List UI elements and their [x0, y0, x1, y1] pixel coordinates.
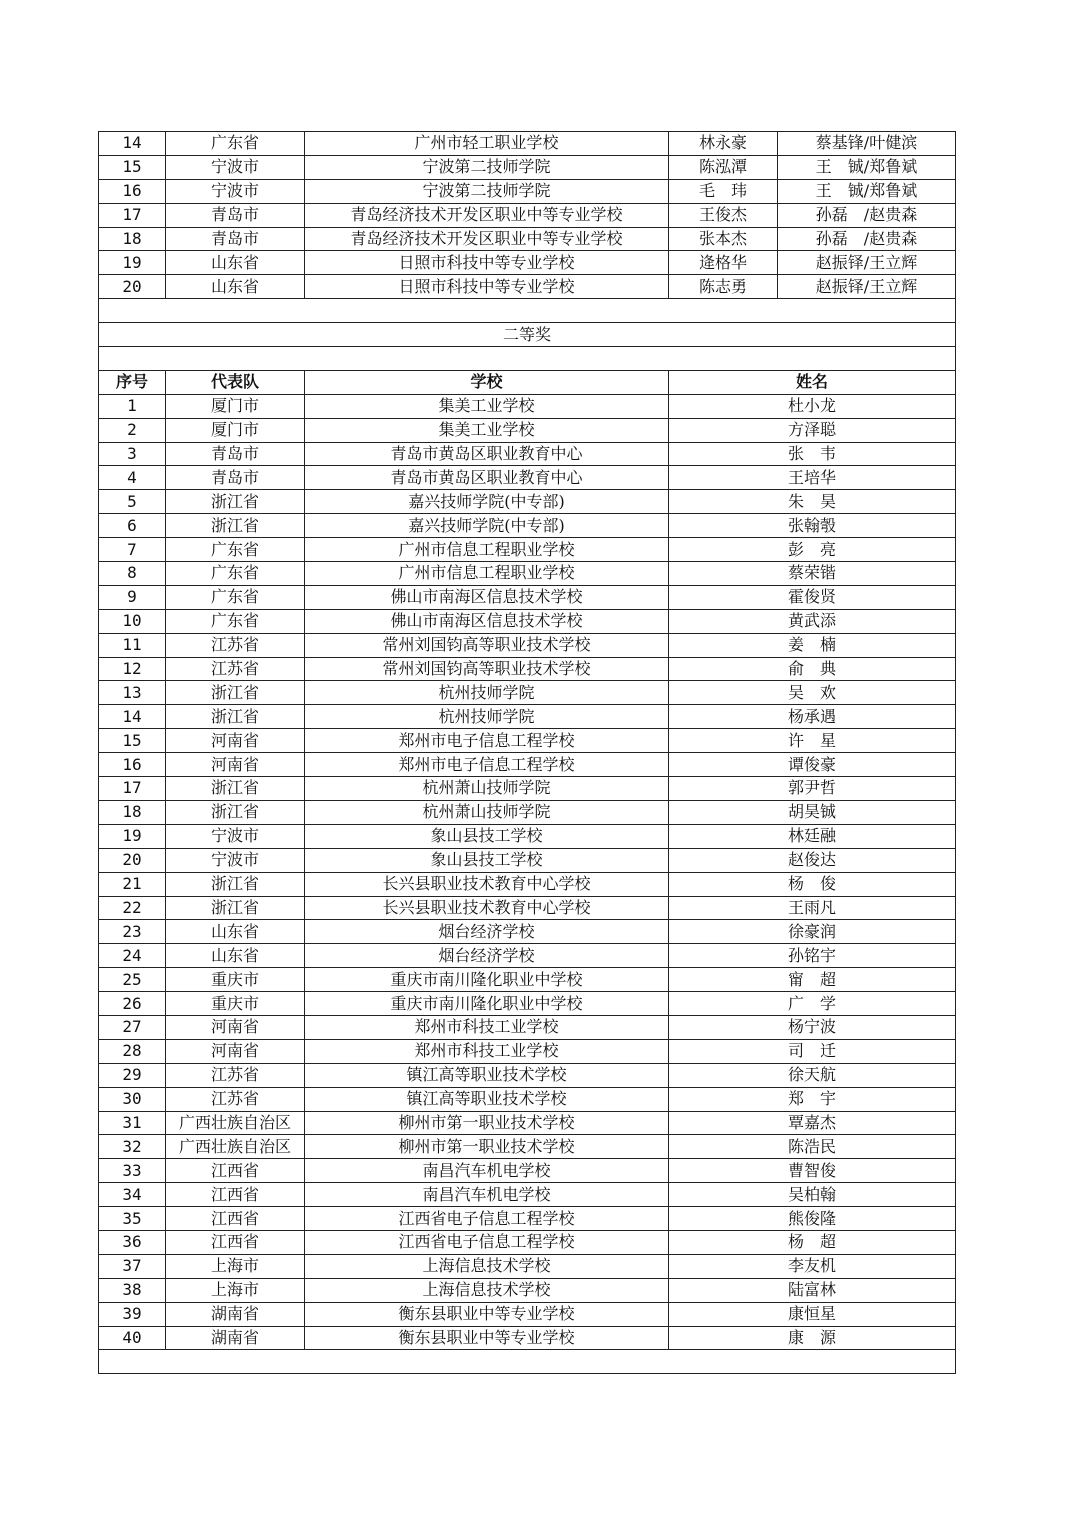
teacher-cell: 赵振铎/王立辉	[778, 251, 956, 275]
school-cell: 郑州市科技工业学校	[305, 1016, 669, 1040]
rank-cell: 19	[99, 251, 166, 275]
rank-cell: 16	[99, 753, 166, 777]
rank-cell: 11	[99, 634, 166, 658]
rank-cell: 17	[99, 204, 166, 228]
school-cell: 郑州市电子信息工程学校	[305, 729, 669, 753]
school-cell: 重庆市南川隆化职业中学校	[305, 968, 669, 992]
name-cell: 李友机	[669, 1255, 956, 1279]
rank-cell: 6	[99, 514, 166, 538]
name-cell: 徐天航	[669, 1064, 956, 1088]
name-cell: 胡昊铖	[669, 801, 956, 825]
school-cell: 常州刘国钧高等职业技术学校	[305, 658, 669, 682]
rank-cell: 10	[99, 610, 166, 634]
school-cell: 青岛市黄岛区职业教育中心	[305, 443, 669, 467]
second-prize-row	[99, 753, 956, 777]
second-prize-row	[99, 658, 956, 682]
student-cell: 陈志勇	[669, 275, 778, 299]
teacher-cell: 王 铖/郑鲁斌	[778, 180, 956, 204]
rank-cell: 37	[99, 1255, 166, 1279]
second-prize-row	[99, 395, 956, 419]
rank-cell: 29	[99, 1064, 166, 1088]
team-cell: 山东省	[166, 920, 305, 944]
name-cell: 赵俊达	[669, 849, 956, 873]
first-prize-row	[99, 251, 956, 275]
blank-row	[99, 1350, 956, 1374]
team-cell: 浙江省	[166, 897, 305, 921]
school-cell: 集美工业学校	[305, 395, 669, 419]
name-cell: 陆富林	[669, 1279, 956, 1303]
second-prize-row	[99, 1088, 956, 1112]
rank-cell: 18	[99, 801, 166, 825]
second-prize-row	[99, 729, 956, 753]
second-prize-row	[99, 681, 956, 705]
rank-cell: 9	[99, 586, 166, 610]
school-cell: 镇江高等职业技术学校	[305, 1064, 669, 1088]
first-prize-row	[99, 228, 956, 252]
second-prize-row	[99, 562, 956, 586]
blank-row	[99, 347, 956, 371]
school-cell: 重庆市南川隆化职业中学校	[305, 992, 669, 1016]
team-cell: 河南省	[166, 729, 305, 753]
second-prize-row	[99, 777, 956, 801]
blank-row	[99, 299, 956, 323]
team-cell: 江苏省	[166, 1088, 305, 1112]
team-cell: 河南省	[166, 1040, 305, 1064]
team-cell: 宁波市	[166, 825, 305, 849]
section-title-row	[99, 323, 956, 347]
rank-cell: 31	[99, 1112, 166, 1136]
teacher-cell: 孙磊 /赵贵森	[778, 228, 956, 252]
blank-cell	[99, 1350, 956, 1374]
name-cell: 蔡荣锴	[669, 562, 956, 586]
name-cell: 朱 昊	[669, 490, 956, 514]
rank-cell: 20	[99, 849, 166, 873]
school-cell: 上海信息技术学校	[305, 1279, 669, 1303]
second-prize-row	[99, 873, 956, 897]
school-cell: 青岛经济技术开发区职业中等专业学校	[305, 204, 669, 228]
rank-cell: 30	[99, 1088, 166, 1112]
rank-cell: 15	[99, 156, 166, 180]
school-cell: 象山县技工学校	[305, 849, 669, 873]
second-prize-row	[99, 801, 956, 825]
header-row	[99, 371, 956, 395]
first-prize-row	[99, 132, 956, 156]
name-cell: 杨 俊	[669, 873, 956, 897]
rank-cell: 21	[99, 873, 166, 897]
header-school: 学校	[305, 371, 669, 395]
teacher-cell: 孙磊 /赵贵森	[778, 204, 956, 228]
team-cell: 广东省	[166, 562, 305, 586]
rank-cell: 1	[99, 395, 166, 419]
school-cell: 杭州萧山技师学院	[305, 801, 669, 825]
team-cell: 宁波市	[166, 156, 305, 180]
second-prize-row	[99, 1159, 956, 1183]
teacher-cell: 赵振铎/王立辉	[778, 275, 956, 299]
name-cell: 杨 超	[669, 1231, 956, 1255]
second-prize-row	[99, 825, 956, 849]
rank-cell: 40	[99, 1327, 166, 1351]
team-cell: 青岛市	[166, 443, 305, 467]
name-cell: 覃嘉杰	[669, 1112, 956, 1136]
name-cell: 甯 超	[669, 968, 956, 992]
name-cell: 吴 欢	[669, 681, 956, 705]
team-cell: 重庆市	[166, 992, 305, 1016]
second-prize-row	[99, 419, 956, 443]
school-cell: 衡东县职业中等专业学校	[305, 1327, 669, 1351]
rank-cell: 14	[99, 705, 166, 729]
second-prize-row	[99, 634, 956, 658]
school-cell: 日照市科技中等专业学校	[305, 251, 669, 275]
name-cell: 郭尹哲	[669, 777, 956, 801]
teacher-cell: 蔡基锋/叶健滨	[778, 132, 956, 156]
team-cell: 山东省	[166, 944, 305, 968]
team-cell: 江西省	[166, 1159, 305, 1183]
rank-cell: 24	[99, 944, 166, 968]
name-cell: 黄武添	[669, 610, 956, 634]
blank-cell	[99, 299, 956, 323]
second-prize-row	[99, 1183, 956, 1207]
team-cell: 湖南省	[166, 1303, 305, 1327]
second-prize-row	[99, 849, 956, 873]
rank-cell: 25	[99, 968, 166, 992]
first-prize-row	[99, 180, 956, 204]
name-cell: 王雨凡	[669, 897, 956, 921]
rank-cell: 39	[99, 1303, 166, 1327]
first-prize-row	[99, 275, 956, 299]
second-prize-row	[99, 897, 956, 921]
rank-cell: 22	[99, 897, 166, 921]
second-prize-row	[99, 968, 956, 992]
second-prize-row	[99, 514, 956, 538]
student-cell: 逄格华	[669, 251, 778, 275]
rank-cell: 7	[99, 538, 166, 562]
team-cell: 浙江省	[166, 514, 305, 538]
rank-cell: 20	[99, 275, 166, 299]
school-cell: 嘉兴技师学院(中专部)	[305, 490, 669, 514]
team-cell: 上海市	[166, 1255, 305, 1279]
school-cell: 长兴县职业技术教育中心学校	[305, 873, 669, 897]
name-cell: 曹智俊	[669, 1159, 956, 1183]
team-cell: 江苏省	[166, 658, 305, 682]
name-cell: 郑 宇	[669, 1088, 956, 1112]
team-cell: 河南省	[166, 1016, 305, 1040]
student-cell: 王俊杰	[669, 204, 778, 228]
school-cell: 日照市科技中等专业学校	[305, 275, 669, 299]
name-cell: 陈浩民	[669, 1135, 956, 1159]
team-cell: 广东省	[166, 132, 305, 156]
second-prize-row	[99, 1303, 956, 1327]
header-name: 姓名	[669, 371, 956, 395]
second-prize-row	[99, 1231, 956, 1255]
name-cell: 姜 楠	[669, 634, 956, 658]
team-cell: 广东省	[166, 610, 305, 634]
rank-cell: 4	[99, 466, 166, 490]
team-cell: 江西省	[166, 1231, 305, 1255]
second-prize-row	[99, 1135, 956, 1159]
name-cell: 熊俊隆	[669, 1207, 956, 1231]
rank-cell: 12	[99, 658, 166, 682]
student-cell: 张本杰	[669, 228, 778, 252]
second-prize-row	[99, 1112, 956, 1136]
school-cell: 镇江高等职业技术学校	[305, 1088, 669, 1112]
school-cell: 上海信息技术学校	[305, 1255, 669, 1279]
team-cell: 湖南省	[166, 1327, 305, 1351]
school-cell: 广州市信息工程职业学校	[305, 538, 669, 562]
rank-cell: 38	[99, 1279, 166, 1303]
school-cell: 象山县技工学校	[305, 825, 669, 849]
team-cell: 浙江省	[166, 490, 305, 514]
second-prize-row	[99, 705, 956, 729]
school-cell: 广州市信息工程职业学校	[305, 562, 669, 586]
name-cell: 孙铭宇	[669, 944, 956, 968]
rank-cell: 13	[99, 681, 166, 705]
school-cell: 佛山市南海区信息技术学校	[305, 586, 669, 610]
school-cell: 青岛市黄岛区职业教育中心	[305, 466, 669, 490]
team-cell: 江苏省	[166, 1064, 305, 1088]
team-cell: 广西壮族自治区	[166, 1112, 305, 1136]
name-cell: 吴柏翰	[669, 1183, 956, 1207]
second-prize-row	[99, 920, 956, 944]
rank-cell: 19	[99, 825, 166, 849]
second-prize-row	[99, 490, 956, 514]
school-cell: 杭州技师学院	[305, 681, 669, 705]
rank-cell: 33	[99, 1159, 166, 1183]
rank-cell: 2	[99, 419, 166, 443]
team-cell: 浙江省	[166, 705, 305, 729]
rank-cell: 3	[99, 443, 166, 467]
second-prize-row	[99, 1279, 956, 1303]
team-cell: 江西省	[166, 1183, 305, 1207]
school-cell: 宁波第二技师学院	[305, 156, 669, 180]
school-cell: 青岛经济技术开发区职业中等专业学校	[305, 228, 669, 252]
header-rank: 序号	[99, 371, 166, 395]
name-cell: 康恒星	[669, 1303, 956, 1327]
rank-cell: 28	[99, 1040, 166, 1064]
team-cell: 江西省	[166, 1207, 305, 1231]
team-cell: 浙江省	[166, 777, 305, 801]
school-cell: 嘉兴技师学院(中专部)	[305, 514, 669, 538]
school-cell: 南昌汽车机电学校	[305, 1183, 669, 1207]
name-cell: 张 韦	[669, 443, 956, 467]
student-cell: 林永豪	[669, 132, 778, 156]
name-cell: 杜小龙	[669, 395, 956, 419]
school-cell: 烟台经济学校	[305, 944, 669, 968]
rank-cell: 17	[99, 777, 166, 801]
school-cell: 江西省电子信息工程学校	[305, 1231, 669, 1255]
team-cell: 宁波市	[166, 849, 305, 873]
school-cell: 佛山市南海区信息技术学校	[305, 610, 669, 634]
name-cell: 王培华	[669, 466, 956, 490]
first-prize-row	[99, 156, 956, 180]
second-prize-row	[99, 1064, 956, 1088]
award-table	[98, 131, 956, 1374]
school-cell: 衡东县职业中等专业学校	[305, 1303, 669, 1327]
team-cell: 青岛市	[166, 228, 305, 252]
school-cell: 南昌汽车机电学校	[305, 1159, 669, 1183]
school-cell: 江西省电子信息工程学校	[305, 1207, 669, 1231]
student-cell: 毛 玮	[669, 180, 778, 204]
rank-cell: 35	[99, 1207, 166, 1231]
second-prize-row	[99, 586, 956, 610]
school-cell: 杭州萧山技师学院	[305, 777, 669, 801]
rank-cell: 26	[99, 992, 166, 1016]
rank-cell: 36	[99, 1231, 166, 1255]
school-cell: 柳州市第一职业技术学校	[305, 1112, 669, 1136]
school-cell: 郑州市电子信息工程学校	[305, 753, 669, 777]
teacher-cell: 王 铖/郑鲁斌	[778, 156, 956, 180]
rank-cell: 16	[99, 180, 166, 204]
rank-cell: 14	[99, 132, 166, 156]
first-prize-row	[99, 204, 956, 228]
team-cell: 浙江省	[166, 873, 305, 897]
name-cell: 谭俊豪	[669, 753, 956, 777]
rank-cell: 27	[99, 1016, 166, 1040]
second-prize-row	[99, 1016, 956, 1040]
team-cell: 广东省	[166, 586, 305, 610]
name-cell: 俞 典	[669, 658, 956, 682]
school-cell: 长兴县职业技术教育中心学校	[305, 897, 669, 921]
rank-cell: 15	[99, 729, 166, 753]
school-cell: 柳州市第一职业技术学校	[305, 1135, 669, 1159]
team-cell: 宁波市	[166, 180, 305, 204]
rank-cell: 5	[99, 490, 166, 514]
school-cell: 广州市轻工职业学校	[305, 132, 669, 156]
second-prize-row	[99, 610, 956, 634]
name-cell: 徐豪润	[669, 920, 956, 944]
name-cell: 张翰彀	[669, 514, 956, 538]
school-cell: 杭州技师学院	[305, 705, 669, 729]
team-cell: 江苏省	[166, 634, 305, 658]
school-cell: 宁波第二技师学院	[305, 180, 669, 204]
school-cell: 郑州市科技工业学校	[305, 1040, 669, 1064]
blank-cell	[99, 347, 956, 371]
name-cell: 霍俊贤	[669, 586, 956, 610]
team-cell: 浙江省	[166, 681, 305, 705]
second-prize-row	[99, 992, 956, 1016]
second-prize-row	[99, 1327, 956, 1351]
name-cell: 彭 亮	[669, 538, 956, 562]
name-cell: 杨宁波	[669, 1016, 956, 1040]
team-cell: 广东省	[166, 538, 305, 562]
name-cell: 方泽聪	[669, 419, 956, 443]
rank-cell: 8	[99, 562, 166, 586]
team-cell: 山东省	[166, 251, 305, 275]
name-cell: 广 学	[669, 992, 956, 1016]
name-cell: 许 星	[669, 729, 956, 753]
name-cell: 司 迁	[669, 1040, 956, 1064]
second-prize-row	[99, 1040, 956, 1064]
school-cell: 集美工业学校	[305, 419, 669, 443]
student-cell: 陈泓潭	[669, 156, 778, 180]
name-cell: 杨承遇	[669, 705, 956, 729]
team-cell: 青岛市	[166, 204, 305, 228]
rank-cell: 18	[99, 228, 166, 252]
team-cell: 广西壮族自治区	[166, 1135, 305, 1159]
name-cell: 康 源	[669, 1327, 956, 1351]
rank-cell: 23	[99, 920, 166, 944]
team-cell: 山东省	[166, 275, 305, 299]
second-prize-row	[99, 1207, 956, 1231]
section-title: 二等奖	[99, 323, 956, 347]
team-cell: 浙江省	[166, 801, 305, 825]
team-cell: 厦门市	[166, 419, 305, 443]
rank-cell: 32	[99, 1135, 166, 1159]
rank-cell: 34	[99, 1183, 166, 1207]
team-cell: 河南省	[166, 753, 305, 777]
second-prize-row	[99, 443, 956, 467]
school-cell: 烟台经济学校	[305, 920, 669, 944]
second-prize-row	[99, 538, 956, 562]
team-cell: 厦门市	[166, 395, 305, 419]
second-prize-row	[99, 1255, 956, 1279]
school-cell: 常州刘国钧高等职业技术学校	[305, 634, 669, 658]
second-prize-row	[99, 466, 956, 490]
team-cell: 青岛市	[166, 466, 305, 490]
team-cell: 上海市	[166, 1279, 305, 1303]
second-prize-row	[99, 944, 956, 968]
name-cell: 林廷融	[669, 825, 956, 849]
header-team: 代表队	[166, 371, 305, 395]
team-cell: 重庆市	[166, 968, 305, 992]
